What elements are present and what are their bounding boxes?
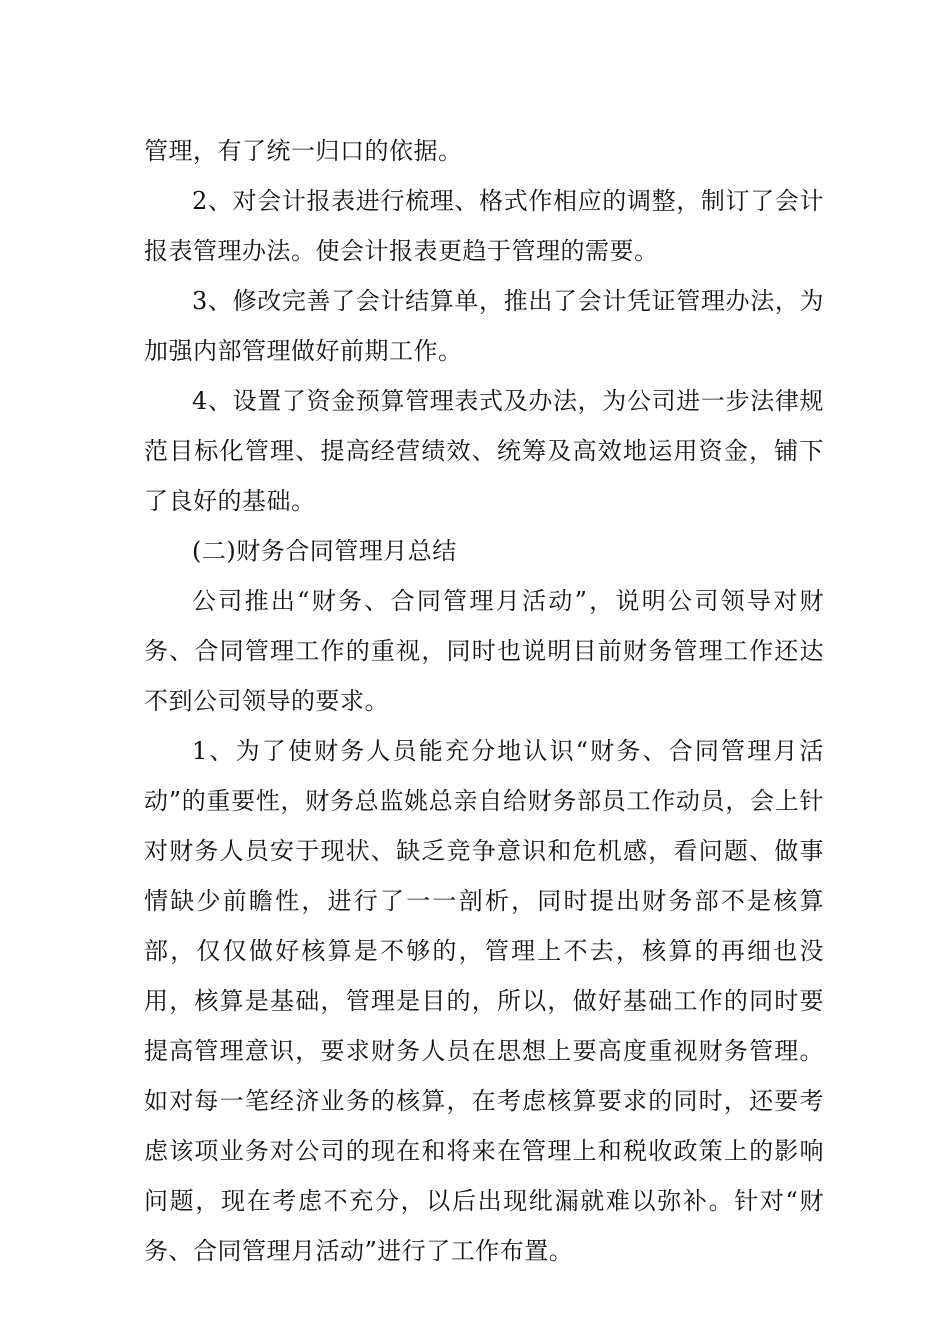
paragraph-item-3: 3、修改完善了会计结算单，推出了会计凭证管理办法，为加强内部管理做好前期工作。 [144, 287, 824, 365]
paragraph-continuation: 管理，有了统一归口的依据。 [144, 137, 463, 165]
paragraph-intro: 公司推出“财务、合同管理月活动”，说明公司领导对财务、合同管理工作的重视，同时也说明目前财务管理工作还达不到公司领导的要求。 [144, 587, 824, 715]
paragraph-detail-1: 1、为了使财务人员能充分地认识“财务、合同管理月活动”的重要性，财务总监姚总亲自给财务部员工作动员，会上针对财务人员安于现状、缺乏竞争意识和危机感，看问题、做事情缺少前瞻性，进行了一一剖析，同时提出财务部不是核算部，仅仅做好核算是不够的，管理上不去，核算的再细也没用，核算是基础，管理是目的，所以，做好基础工作的同时要提高管理意识，要求财务人员在思想上要高度重视财务管理。如对每一笔经济业务的核算，在考虑核算要求的同时，还要考虑该项业务对公司的现在和将来在管理上和税收政策上的影响问题，现在考虑不充分，以后出现纰漏就难以弥补。针对“财务、合同管理月活动”进行了工作布置。 [144, 737, 824, 1265]
paragraph-item-4: 4、设置了资金预算管理表式及办法，为公司进一步法律规范目标化管理、提高经营绩效、统筹及高效地运用资金，铺下了良好的基础。 [144, 387, 824, 515]
section-heading: (二)财务合同管理月总结 [192, 537, 457, 565]
document-body [144, 126, 824, 1276]
paragraph-item-2: 2、对会计报表进行梳理、格式作相应的调整，制订了会计报表管理办法。使会计报表更趋于管理的需要。 [144, 187, 824, 265]
